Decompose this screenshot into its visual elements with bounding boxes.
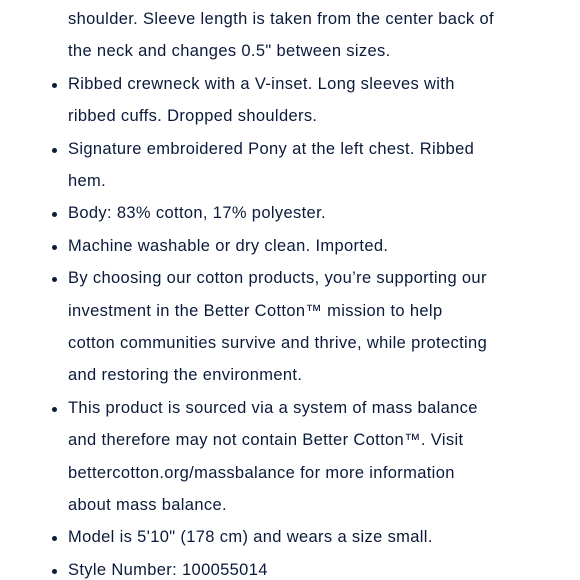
bullet-icon [52, 536, 57, 541]
detail-text-line: This product is sourced via a system of mass balance [68, 398, 478, 417]
detail-text-line: shoulder. Sleeve length is taken from the center back of [68, 10, 494, 28]
detail-text-line: and therefore may not contain Better Cotton™. Visit [68, 431, 464, 450]
detail-text-line: cotton communities survive and thrive, while protecting [68, 334, 488, 352]
detail-text-line: Signature embroidered Pony at the left chest. Ribbed [68, 139, 475, 158]
detail-text-line: investment in the Better Cotton™ mission to help [68, 301, 443, 320]
detail-text-line: Style Number: 100055014 [68, 560, 268, 579]
detail-text-line: the neck and changes 0.5" between sizes. [68, 42, 391, 61]
detail-text-line: Machine washable or dry clean. Imported. [68, 236, 389, 255]
bullet-icon [52, 148, 57, 153]
detail-text-line: bettercotton.org/massbalance for more information [68, 463, 455, 482]
bullet-icon [52, 212, 57, 217]
detail-text-line: Model is 5'10" (178 cm) and wears a size small. [68, 528, 433, 547]
bullet-icon [52, 245, 57, 250]
detail-text-line: hem. [68, 172, 107, 190]
detail-text-line: By choosing our cotton products, you’re supporting our [68, 269, 487, 288]
detail-text-line: Body: 83% cotton, 17% polyester. [68, 204, 326, 223]
detail-text-line: ribbed cuffs. Dropped shoulders. [68, 107, 318, 126]
bullet-icon [52, 83, 57, 88]
detail-text-line: and restoring the environment. [68, 366, 303, 385]
bullet-icon [52, 407, 57, 412]
bullet-icon [52, 569, 57, 574]
bullet-icon [52, 277, 57, 282]
detail-text-line: Ribbed crewneck with a V-inset. Long sleeves with [68, 74, 455, 93]
detail-text-line: about mass balance. [68, 496, 227, 514]
